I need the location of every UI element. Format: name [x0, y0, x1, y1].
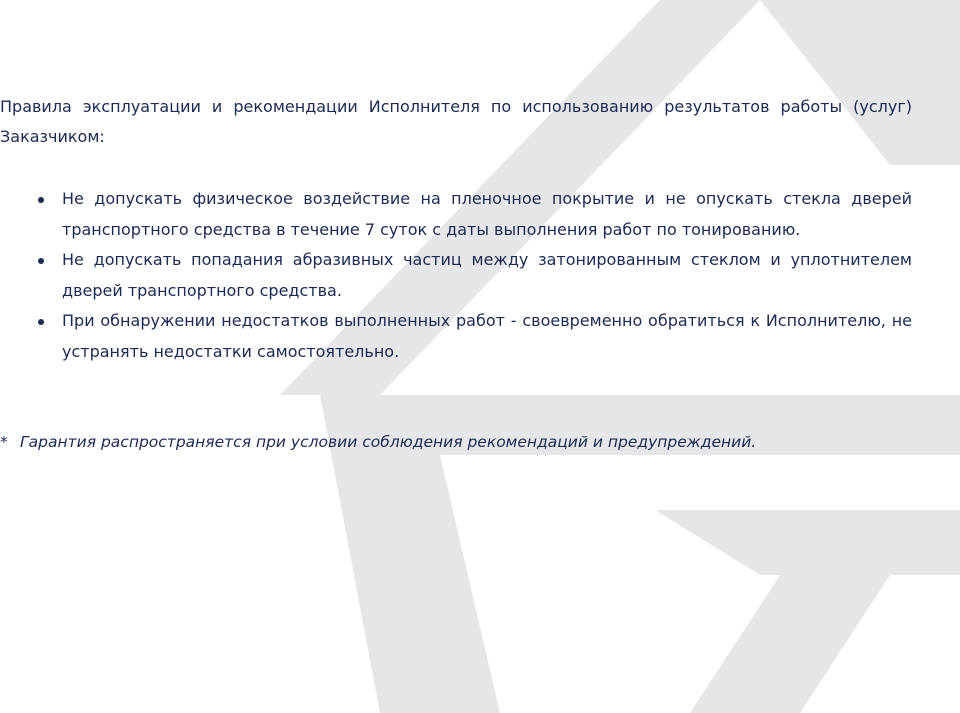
- rule-text: Не допускать попадания абразивных частиц между затонированным стеклом и уплотнителем дверей транспортного средства.: [62, 250, 912, 300]
- intro-paragraph: Правила эксплуатации и рекомендации Исполнителя по использованию результатов работы (услуг) Заказчиком:: [0, 97, 912, 146]
- list-item: [0, 184, 912, 245]
- asterisk-marker: *: [0, 433, 8, 451]
- list-item: [0, 306, 912, 367]
- warranty-note: [0, 428, 756, 456]
- bullet-icon: [38, 319, 44, 325]
- bullet-icon: [38, 197, 44, 203]
- rule-text: При обнаружении недостатков выполненных работ - своевременно обратиться к Исполнителю, не устранять недостатки самостоятельно.: [62, 311, 912, 361]
- bullet-icon: [38, 258, 44, 264]
- rule-text: Не допускать физическое воздействие на пленочное покрытие и не опускать стекла дверей транспортного средства в течение 7 суток с даты выполнения работ по тонированию.: [62, 189, 912, 239]
- list-item: [0, 245, 912, 306]
- warranty-note-text: Гарантия распространяется при условии соблюдения рекомендаций и предупреждений.: [20, 433, 757, 451]
- rules-list: [0, 184, 912, 367]
